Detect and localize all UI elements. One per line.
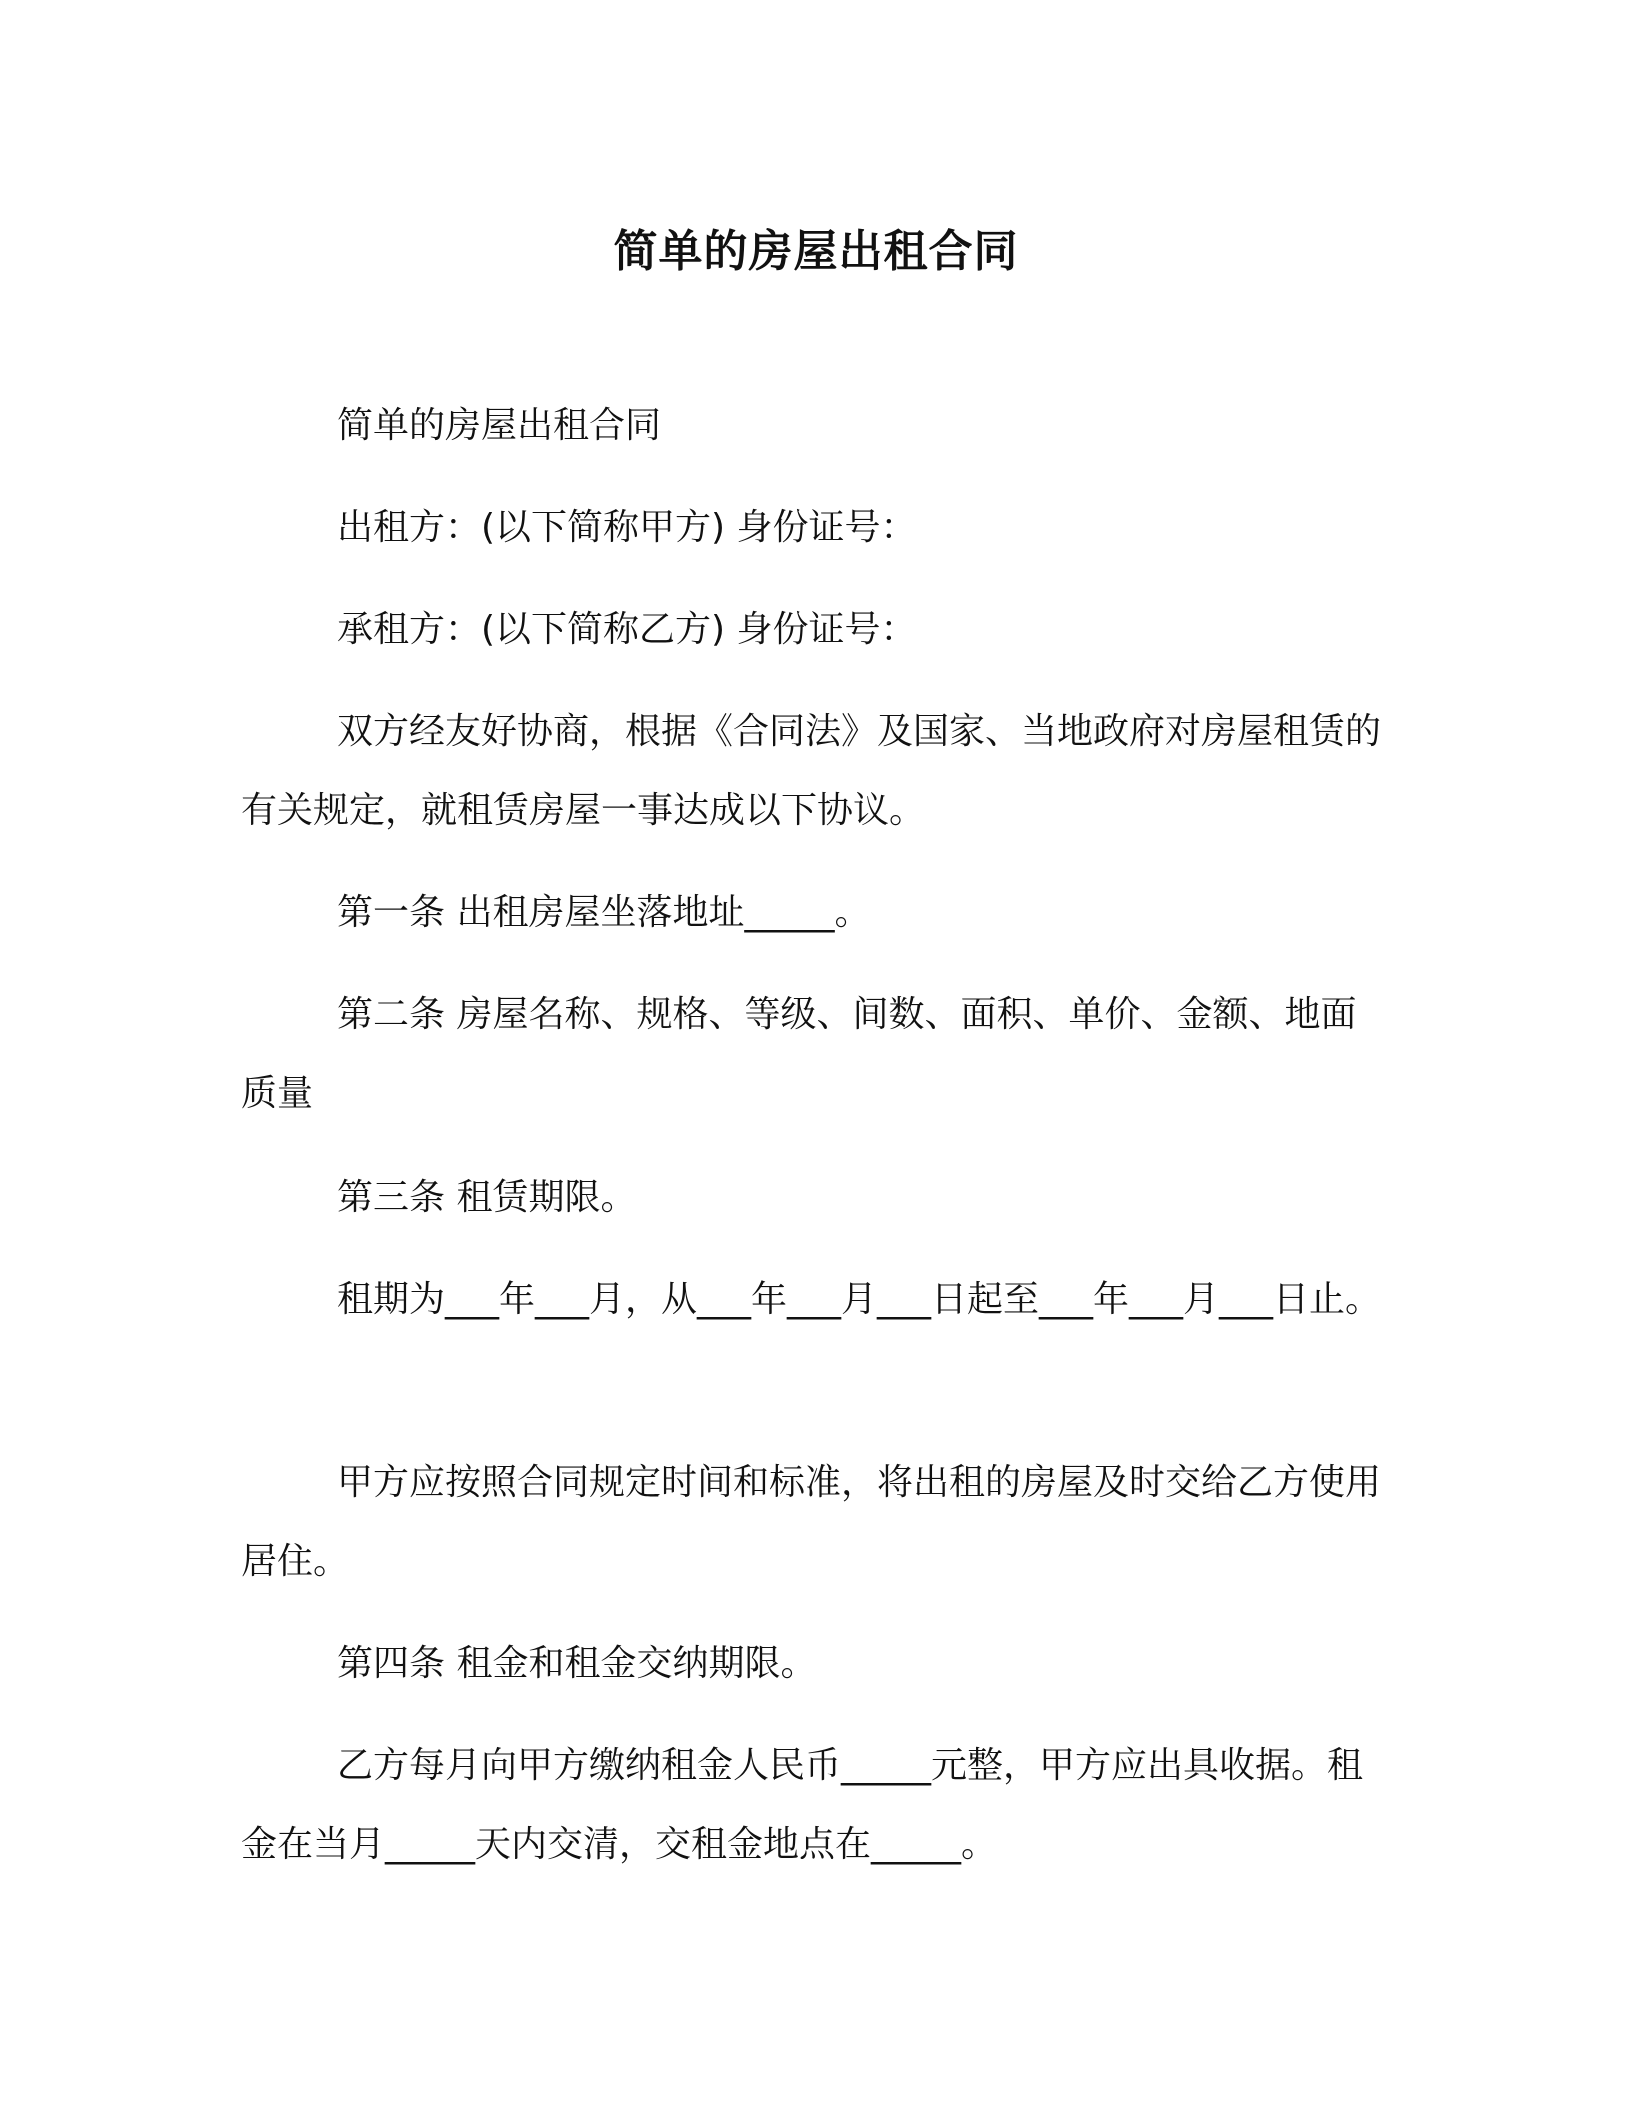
paragraph-article-3: 第三条 租赁期限。	[337, 1177, 637, 1218]
paragraph-article-4: 第四条 租金和租金交纳期限。	[337, 1643, 817, 1684]
paragraph-preamble: 双方经友好协商，根据《合同法》及国家、当地政府对房屋租赁的有关规定，就租赁房屋一事达成以下协议。	[241, 711, 1382, 831]
paragraph-subtitle: 简单的房屋出租合同	[337, 405, 662, 446]
document-title: 简单的房屋出租合同	[613, 226, 1019, 277]
paragraph-lease-term: 租期为___年___月，从___年___月___日起至___年___月___日止。	[337, 1279, 1382, 1320]
paragraph-lessor: 出租方：(以下简称甲方) 身份证号：	[337, 507, 917, 548]
paragraph-rent-payment: 乙方每月向甲方缴纳租金人民币_____元整，甲方应出具收据。租金在当月_____天内交清，交租金地点在_____。	[241, 1745, 1364, 1865]
paragraph-article-2: 第二条 房屋名称、规格、等级、间数、面积、单价、金额、地面质量	[241, 994, 1357, 1114]
paragraph-handover: 甲方应按照合同规定时间和标准，将出租的房屋及时交给乙方使用居住。	[241, 1462, 1382, 1582]
paragraph-lessee: 承租方：(以下简称乙方) 身份证号：	[337, 609, 917, 650]
paragraph-article-1: 第一条 出租房屋坐落地址_____。	[337, 892, 871, 933]
